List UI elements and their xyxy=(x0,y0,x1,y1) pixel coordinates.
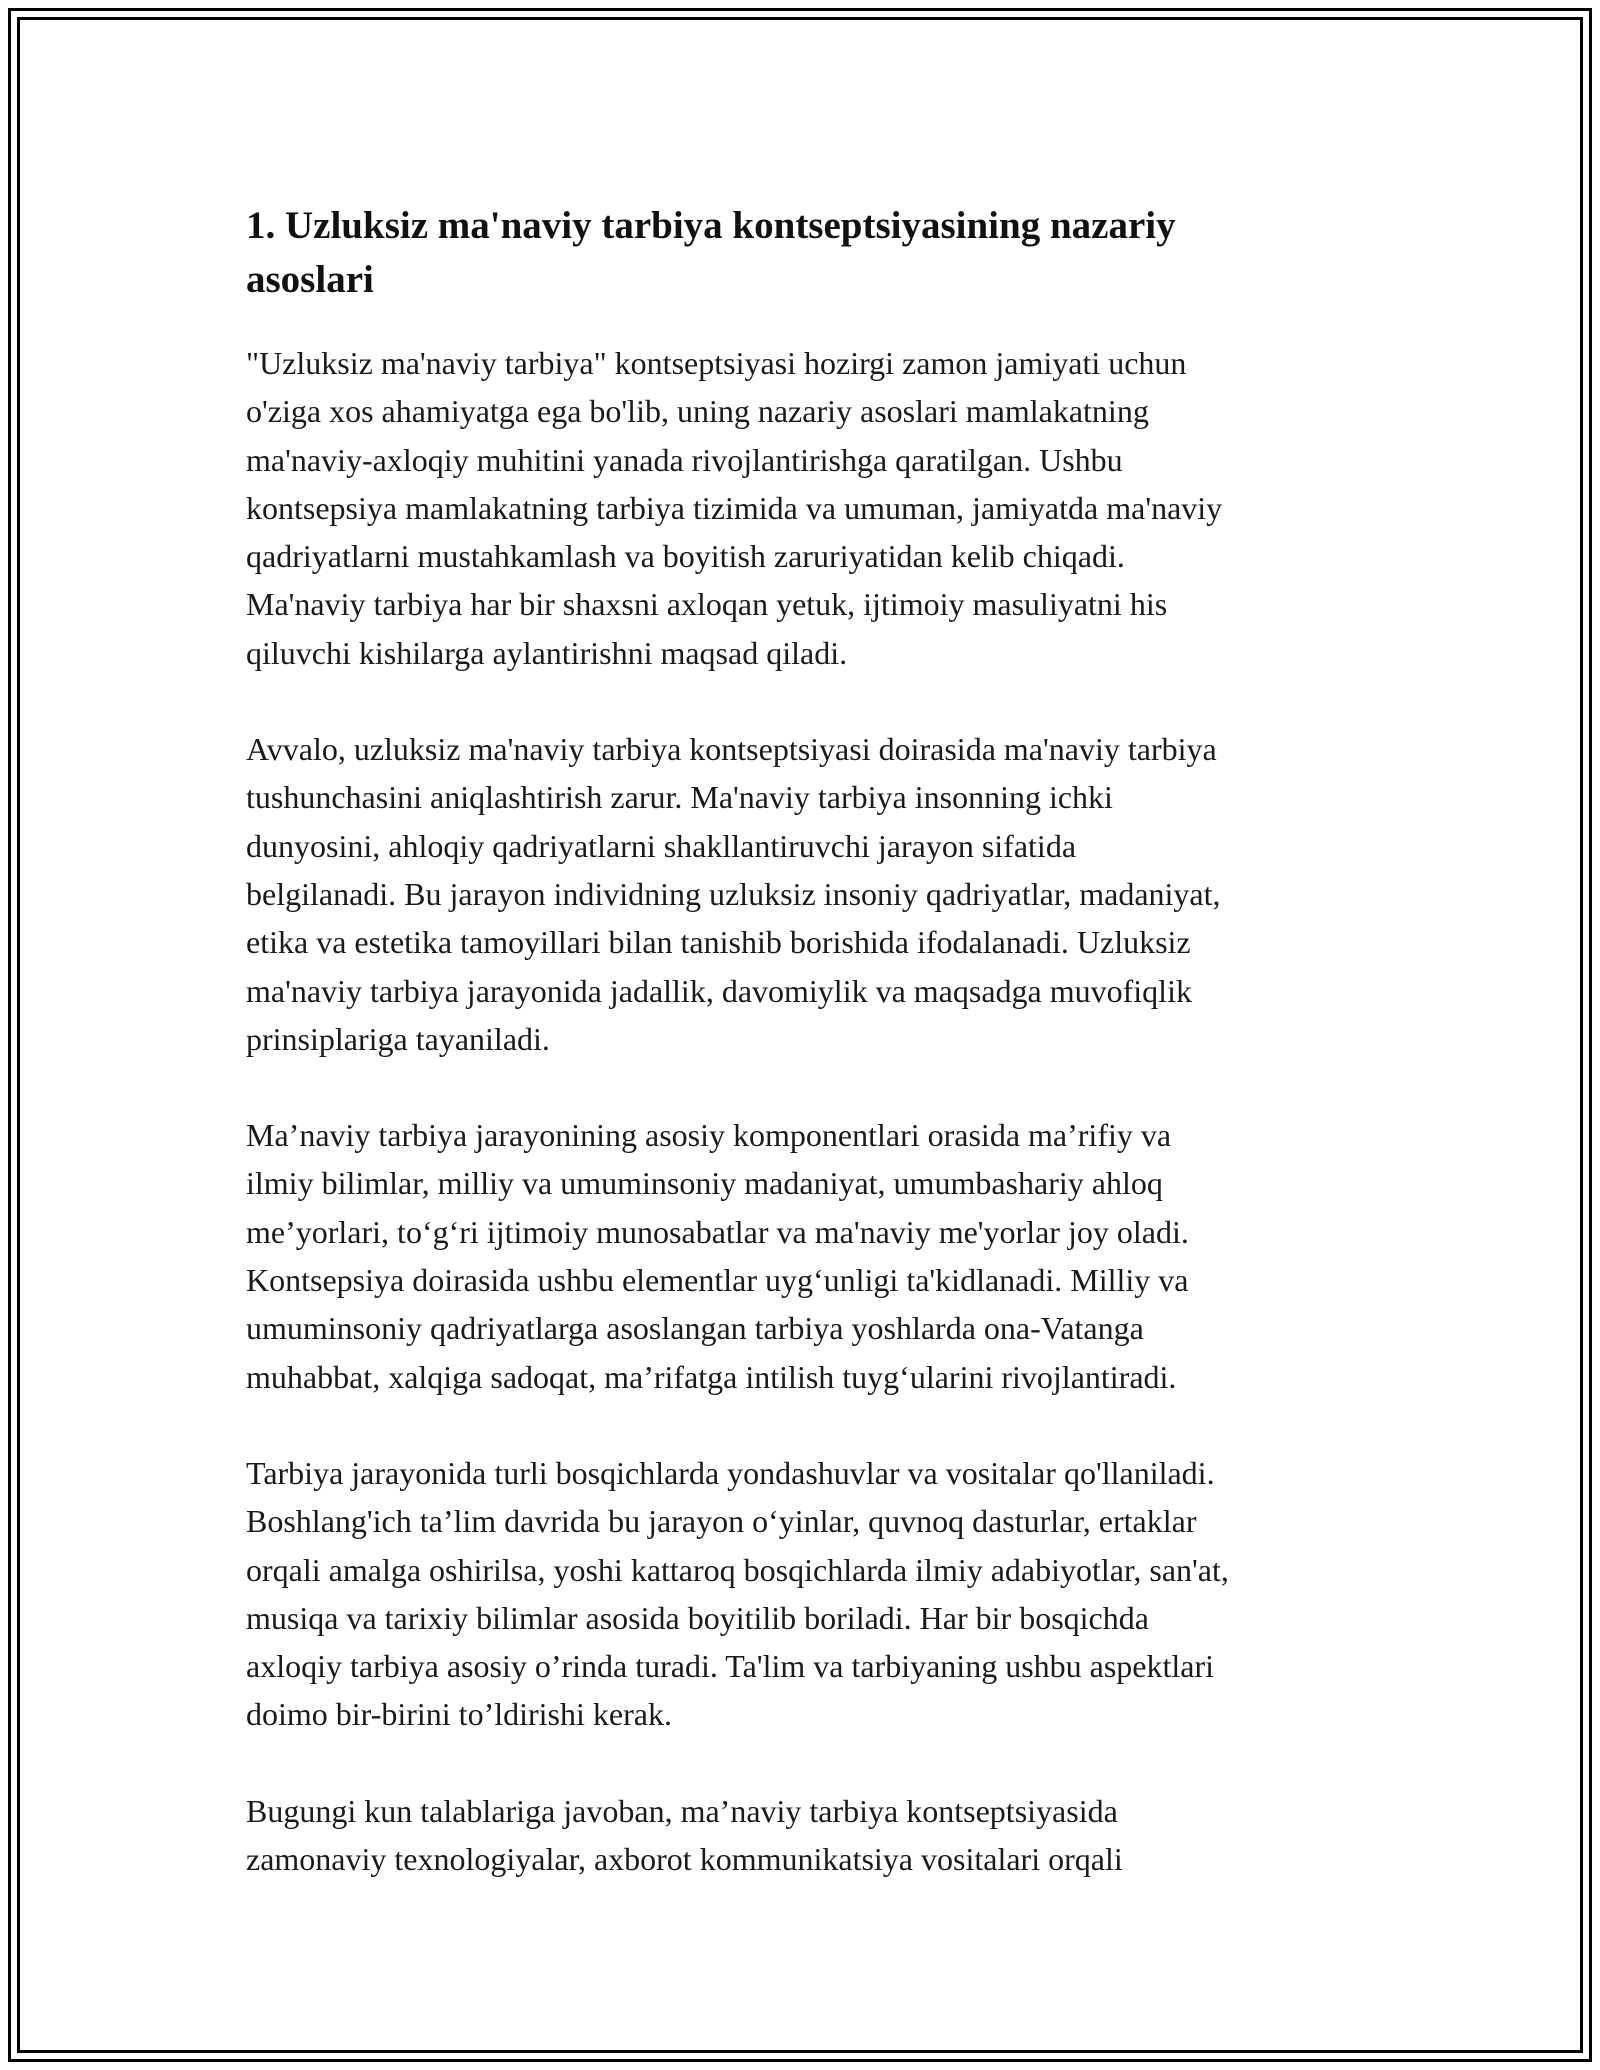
paragraph-5: Bugungi kun talablariga javoban, ma’naviy tarbiya kontseptsiyasida zamonaviy texnologiyalar, axborot kommunikatsiya vositalari orqali xyxy=(246,1792,1123,1878)
paragraph-2: Avvalo, uzluksiz ma'naviy tarbiya kontseptsiyasi doirasida ma'naviy tarbiya tushunchasini aniqlashtirish zarur. Ma'naviy tarbiya insonning ichki dunyosini, ahloqiy qadriyatlarni shakllantiruvchi jarayon sifatida belgilanadi. Bu jarayon individning uzluksiz insoniy qadriyatlar, madaniyat, etika va estetika tamoyillari bilan tanishib borishida ifodalanadi. Uzluksiz ma'naviy tarbiya jarayonida jadallik, davomiylik va maqsadga muvofiqlik prinsiplariga tayaniladi. xyxy=(246,731,1221,1057)
paragraph-3: Ma’naviy tarbiya jarayonining asosiy komponentlari orasida ma’rifiy va ilmiy bilimlar, milliy va umuminsoniy madaniyat, umumbashariy ahloq me’yorlari, to‘g‘ri ijtimoiy munosabatlar va ma'naviy me'yorlar joy oladi. Kontsepsiya doirasida ushbu elementlar uyg‘unligi ta'kidlanadi. Milliy va umuminsoniy qadriyatlarga asoslangan tarbiya yoshlarda ona-Vatanga muhabbat, xalqiga sadoqat, ma’rifatga intilish tuyg‘ularini rivojlantiradi. xyxy=(246,1117,1189,1395)
page-frame xyxy=(8,8,1592,2062)
document-body xyxy=(246,199,1386,1931)
paragraph-4: Tarbiya jarayonida turli bosqichlarda yondashuvlar va vositalar qo'llaniladi. Boshlang'ich ta’lim davrida bu jarayon o‘yinlar, quvnoq dasturlar, ertaklar orqali amalga oshirilsa, yoshi kattaroq bosqichlarda ilmiy adabiyotlar, san'at, musiqa va tarixiy bilimlar asosida boyitilib boriladi. Har bir bosqichda axloqiy tarbiya asosiy o’rinda turadi. Ta'lim va tarbiyaning ushbu aspektlari doimo bir-birini to’ldirishi kerak. xyxy=(246,1454,1229,1733)
paragraph-1: "Uzluksiz ma'naviy tarbiya" kontseptsiyasi hozirgi zamon jamiyati uchun o'ziga xos ahamiyatga ega bo'lib, uning nazariy asoslari mamlakatning ma'naviy-axloqiy muhitini yanada rivojlantirishga qaratilgan. Ushbu kontsepsiya mamlakatning tarbiya tizimida va umuman, jamiyatda ma'naviy qadriyatlarni mustahkamlash va boyitish zaruriyatidan kelib chiqadi. Ma'naviy tarbiya har bir shaxsni axloqan yetuk, ijtimoiy masuliyatni his qiluvchi kishilarga aylantirishni maqsad qiladi. xyxy=(246,345,1223,671)
section-title: 1. Uzluksiz ma'naviy tarbiya kontseptsiyasining nazariy asoslari xyxy=(246,204,1176,301)
